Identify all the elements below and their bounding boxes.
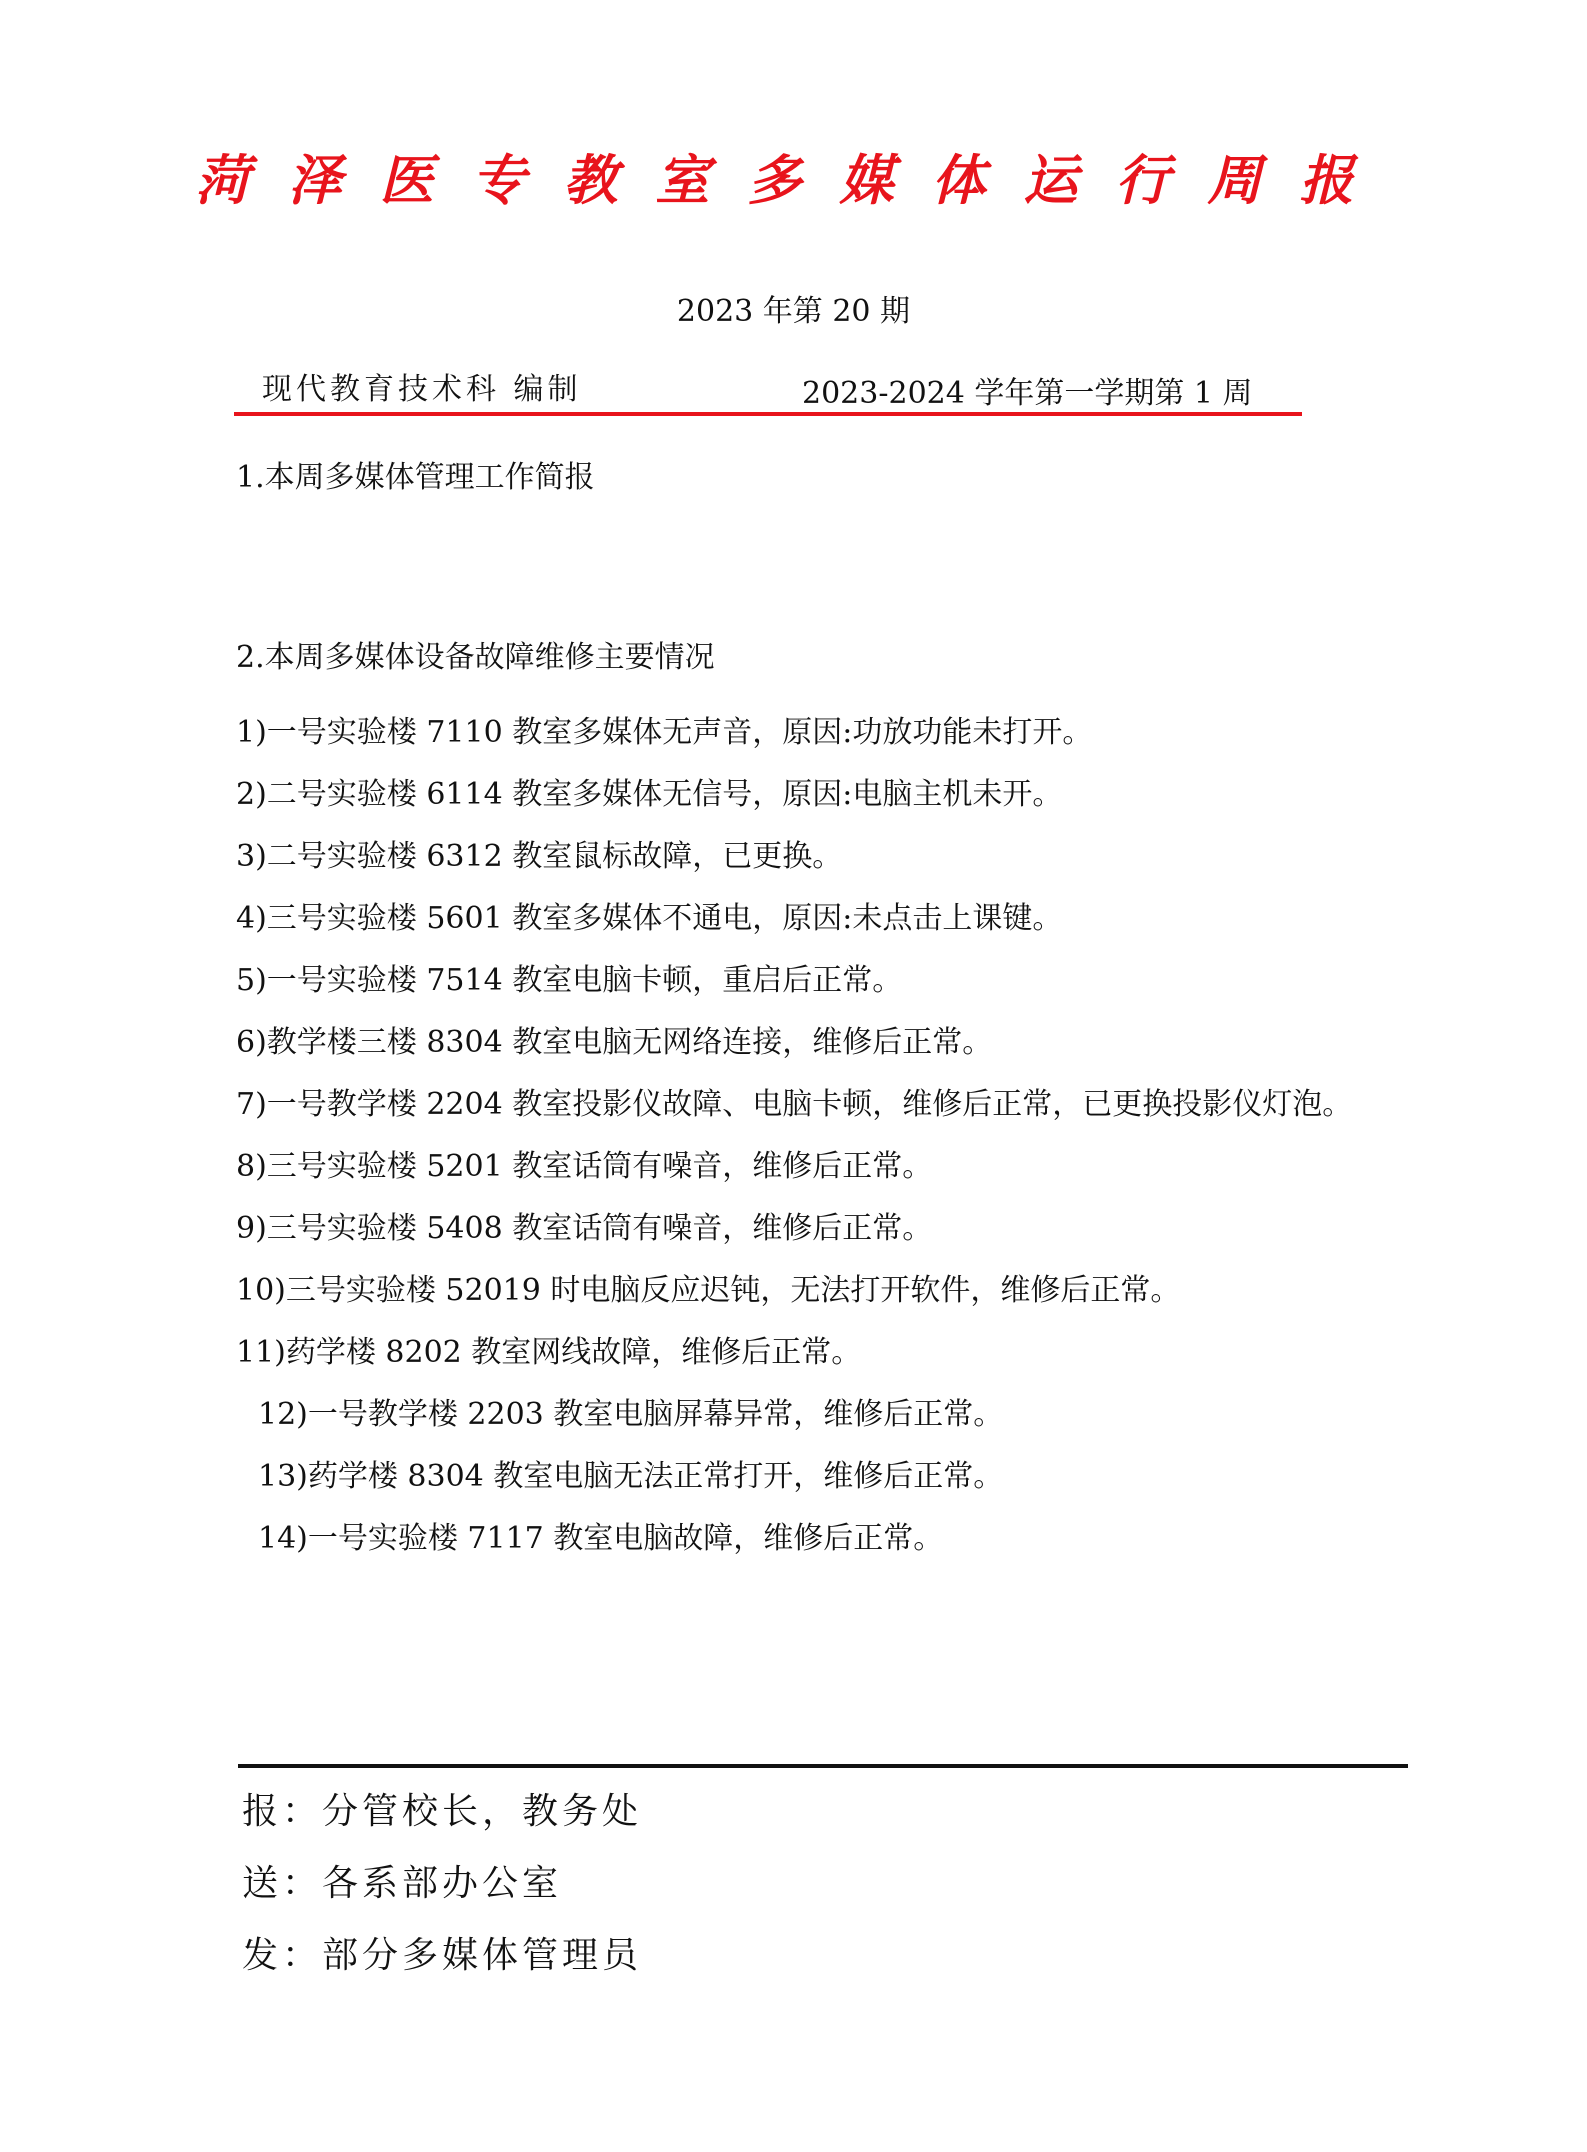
- section2-heading: 2.本周多媒体设备故障维修主要情况: [236, 640, 715, 675]
- report-title: 菏泽医专教室多媒体运行周报: [195, 148, 1392, 212]
- list-item: 13)药学楼 8304 教室电脑无法正常打开，维修后正常。: [258, 1459, 1004, 1494]
- list-item: 2)二号实验楼 6114 教室多媒体无信号，原因:电脑主机未开。: [236, 777, 1063, 812]
- section1-heading: 1.本周多媒体管理工作简报: [236, 460, 595, 495]
- list-item: 8)三号实验楼 5201 教室话筒有噪音，维修后正常。: [236, 1149, 933, 1184]
- list-item: 3)二号实验楼 6312 教室鼠标故障，已更换。: [236, 839, 843, 874]
- list-item: 10)三号实验楼 52019 时电脑反应迟钝，无法打开软件，维修后正常。: [236, 1273, 1181, 1308]
- list-item: 9)三号实验楼 5408 教室话筒有噪音，维修后正常。: [236, 1211, 933, 1246]
- list-item: 5)一号实验楼 7514 教室电脑卡顿，重启后正常。: [236, 963, 903, 998]
- week-label: 2023-2024 学年第一学期第 1 周: [802, 376, 1253, 411]
- distribution-issue: 发：部分多媒体管理员: [242, 1935, 643, 1976]
- repair-list: [236, 702, 1366, 1570]
- footer-divider: [238, 1764, 1408, 1768]
- list-item: 1)一号实验楼 7110 教室多媒体无声音，原因:功放功能未打开。: [236, 715, 1093, 750]
- list-item: 14)一号实验楼 7117 教室电脑故障，维修后正常。: [258, 1521, 944, 1556]
- header-row: [262, 368, 1302, 412]
- list-item: 12)一号教学楼 2203 教室电脑屏幕异常，维修后正常。: [258, 1397, 1004, 1432]
- header-divider: [234, 412, 1302, 416]
- distribution-report: 报：分管校长，教务处: [242, 1791, 643, 1832]
- issue-number: 2023 年第 20 期: [676, 294, 911, 329]
- list-item: 11)药学楼 8202 教室网线故障，维修后正常。: [236, 1335, 862, 1370]
- department-label: 现代教育技术科 编制: [262, 372, 582, 407]
- list-item: 6)教学楼三楼 8304 教室电脑无网络连接，维修后正常。: [236, 1025, 993, 1060]
- list-item: 7)一号教学楼 2204 教室投影仪故障、电脑卡顿，维修后正常，已更换投影仪灯泡。: [236, 1087, 1353, 1122]
- distribution-send: 送：各系部办公室: [242, 1863, 563, 1904]
- list-item: 4)三号实验楼 5601 教室多媒体不通电，原因:未点击上课键。: [236, 901, 1063, 936]
